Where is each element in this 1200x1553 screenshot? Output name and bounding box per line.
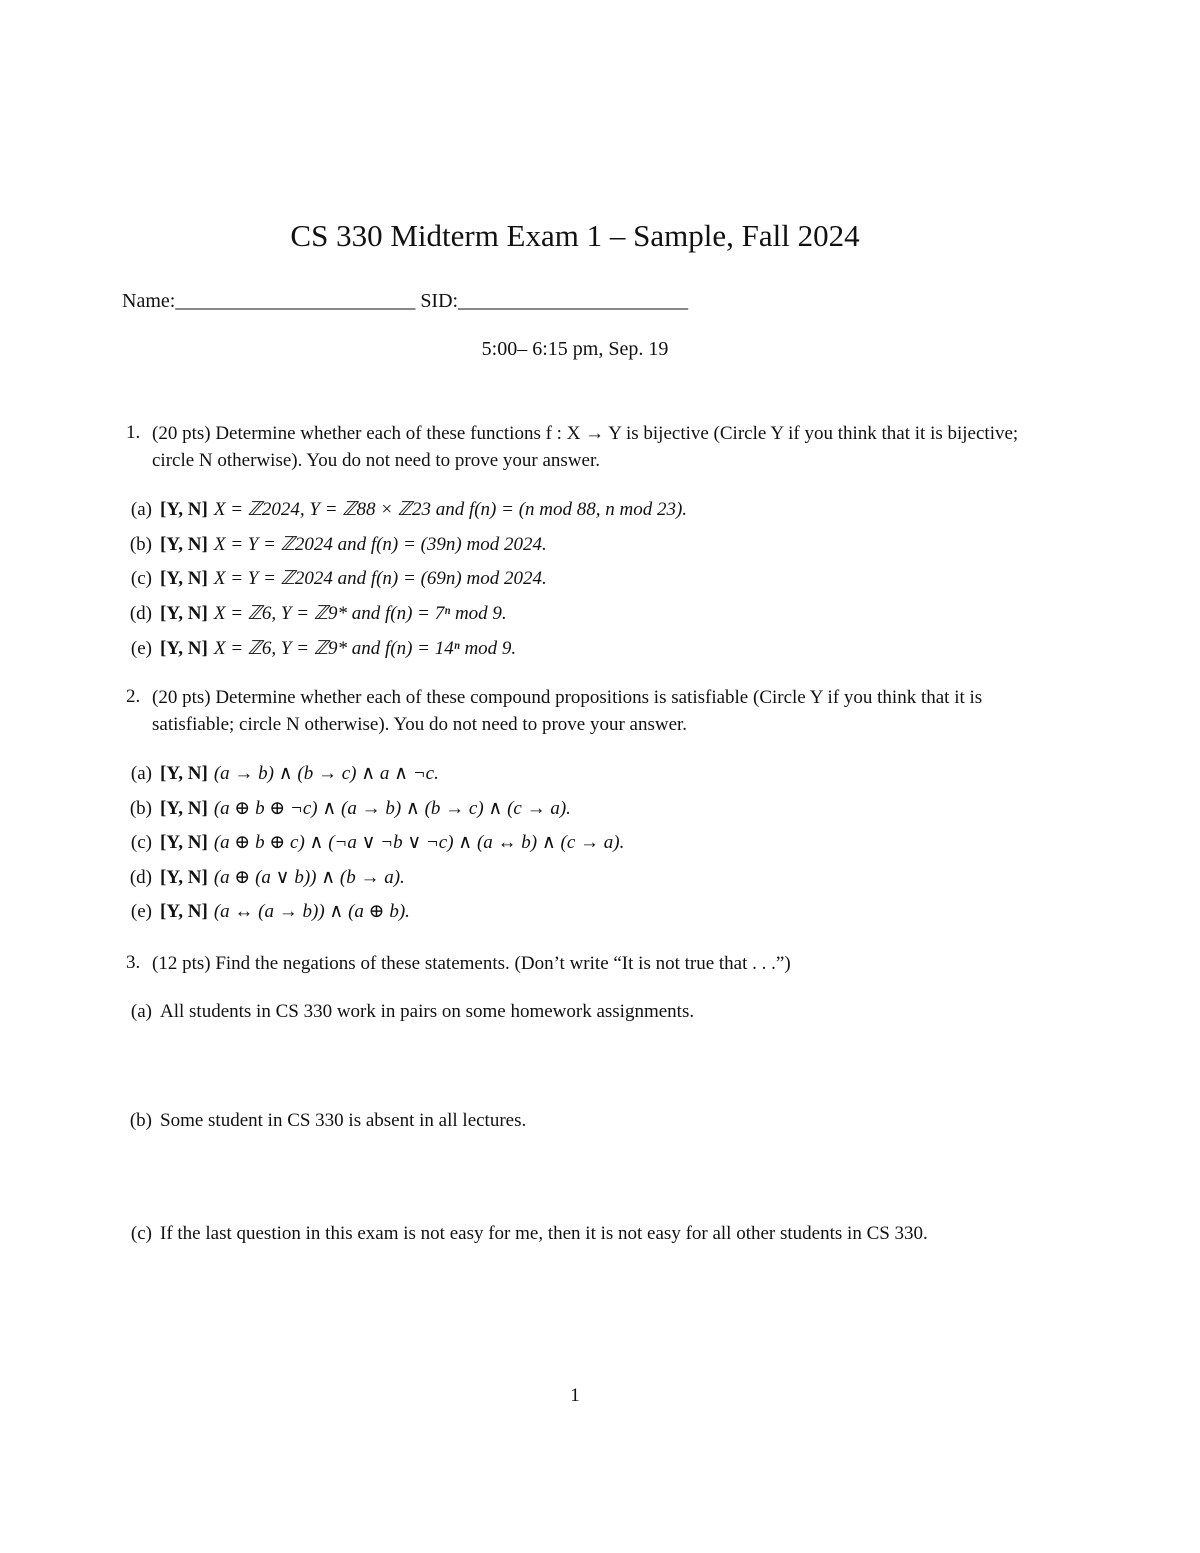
yes-no-choice[interactable]: [Y, N] [160,832,208,853]
yes-no-choice[interactable]: [Y, N] [160,568,208,589]
question-2-item [112,900,410,923]
item-expression: X = Y = ℤ2024 and f(n) = (69n) mod 2024. [213,568,547,589]
question-1-item [112,498,687,521]
name-blank[interactable]: ________________________ [175,290,416,312]
item-label: (d) [129,867,152,888]
exam-title: CS 330 Midterm Exam 1 – Sample, Fall 2024 [290,218,860,253]
yes-no-choice[interactable]: [Y, N] [160,603,208,624]
question-1-item [112,637,516,660]
item-expression: (a ⊕ b ⊕ c) ∧ (¬a ∨ ¬b ∨ ¬c) ∧ (a ↔ b) ∧ (c → a). [213,832,625,853]
item-expression: X = Y = ℤ2024 and f(n) = (39n) mod 2024. [213,534,547,555]
yes-no-choice[interactable]: [Y, N] [160,499,208,520]
yes-no-choice[interactable]: [Y, N] [160,638,208,659]
question-2-item [112,797,571,820]
item-statement: If the last question in this exam is not easy for me, then it is not easy for all other students in CS 330. [160,1223,928,1244]
yes-no-choice[interactable]: [Y, N] [160,763,208,784]
yes-no-choice[interactable]: [Y, N] [160,901,208,922]
item-label: (b) [129,798,152,819]
question-2-item [112,831,624,854]
question-1-item [112,533,547,556]
exam-time: 5:00– 6:15 pm, Sep. 19 [481,338,669,360]
item-label: (c) [130,832,152,853]
question-1-item [112,602,507,625]
question-3-item [112,1220,1072,1247]
question-3-item [112,1001,694,1023]
item-expression: (a → b) ∧ (b → c) ∧ a ∧ ¬c. [213,763,439,784]
item-label: (d) [129,603,152,624]
item-expression: X = ℤ6, Y = ℤ9* and f(n) = 7ⁿ mod 9. [213,603,507,624]
sid-blank[interactable]: _______________________ [458,290,689,312]
question-3-number: 3. [126,952,141,973]
item-expression: X = ℤ6, Y = ℤ9* and f(n) = 14ⁿ mod 9. [213,638,517,659]
yes-no-choice[interactable]: [Y, N] [160,534,208,555]
sid-label: SID: [420,290,459,312]
item-label: (e) [130,901,152,922]
item-label: (a) [130,763,152,784]
question-1-text: (20 pts) Determine whether each of these functions f : X → Y is bijective (Circle Y if you think that it is bijective; circle N otherwise). You do not need to prove your answer. [152,423,1019,471]
item-label: (c) [130,568,152,589]
question-3-text: (12 pts) Find the negations of these statements. (Don’t write “It is not true that . . .”) [152,953,791,974]
question-1-item [112,567,547,590]
item-label: (b) [129,1110,152,1131]
question-1-number: 1. [126,422,141,443]
name-label: Name: [122,290,176,312]
question-2-item [112,762,439,785]
item-statement: Some student in CS 330 is absent in all lectures. [160,1110,527,1131]
item-expression: (a ⊕ (a ∨ b)) ∧ (b → a). [213,867,405,888]
item-statement: All students in CS 330 work in pairs on some homework assignments. [160,1001,695,1022]
item-label: (a) [130,1001,152,1022]
question-2-number: 2. [126,686,141,707]
question-2-item [112,866,405,889]
item-label: (a) [130,499,152,520]
item-expression: (a ⊕ b ⊕ ¬c) ∧ (a → b) ∧ (b → c) ∧ (c → a). [213,798,571,819]
yes-no-choice[interactable]: [Y, N] [160,798,208,819]
item-label: (b) [129,534,152,555]
question-2-text: (20 pts) Determine whether each of these compound propositions is satisfiable (Circle Y if you think that it is satisfiable; circle N otherwise). You do not need to prove your answer. [152,687,983,735]
yes-no-choice[interactable]: [Y, N] [160,867,208,888]
item-expression: (a ↔ (a → b)) ∧ (a ⊕ b). [213,901,410,922]
item-label: (c) [130,1223,152,1244]
page-number: 1 [570,1385,580,1406]
question-3-item [112,1110,526,1132]
name-sid-line [122,290,688,313]
item-label: (e) [130,638,152,659]
item-expression: X = ℤ2024, Y = ℤ88 × ℤ23 and f(n) = (n mod 88, n mod 23). [213,499,688,520]
